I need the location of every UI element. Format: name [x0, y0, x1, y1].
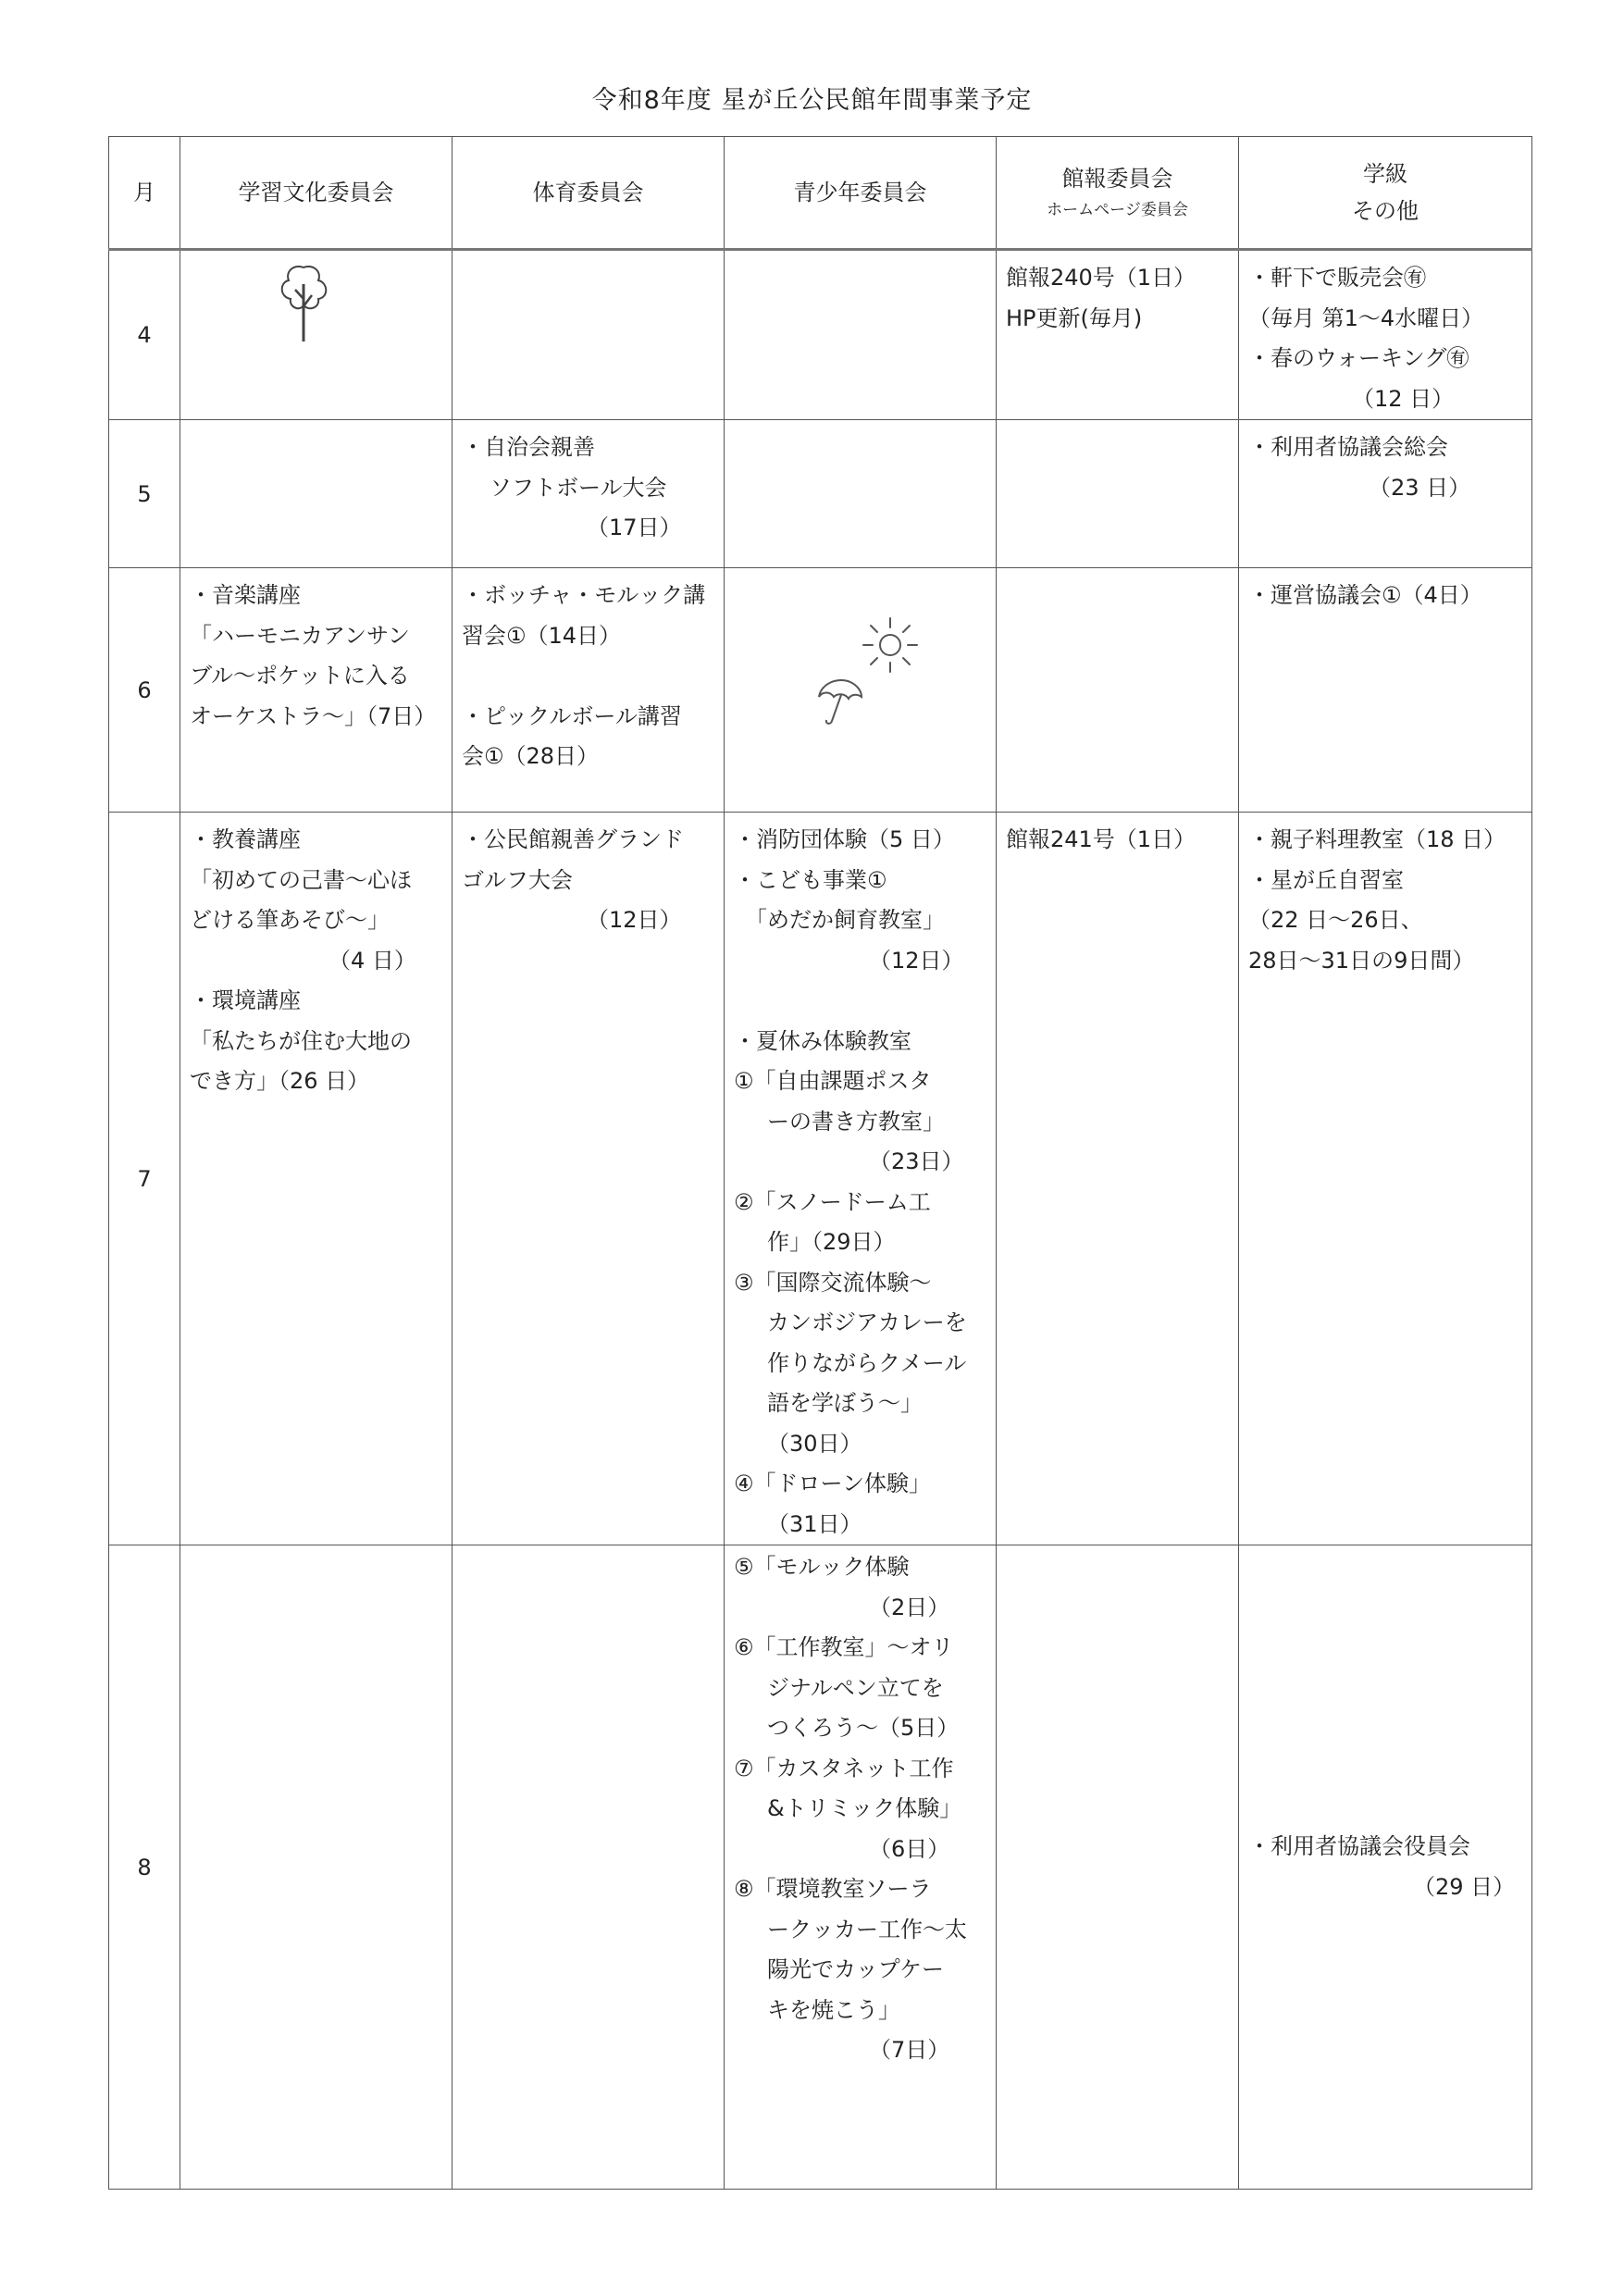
page-title: 令和8年度 星が丘公民館年間事業予定 — [591, 86, 1033, 115]
event-text: 作りながらクメール — [767, 1349, 967, 1376]
event-text: オーケストラ～」（7日） — [190, 702, 437, 729]
event-text — [462, 656, 714, 697]
header-taiiku — [452, 137, 725, 250]
event-text: ・春のウォーキング㊒ — [1248, 345, 1469, 371]
event-text: 館報241号（1日） — [1006, 826, 1196, 852]
cell-other — [1239, 250, 1532, 420]
cell-gakushu — [180, 1545, 452, 2190]
event-text: ・自治会親善 — [462, 434, 595, 460]
cell-taiiku — [452, 1545, 725, 2190]
event-text: 館報240号（1日） — [1006, 265, 1196, 291]
cell-gakushu — [180, 250, 452, 420]
header-row — [109, 137, 1532, 250]
header-taiiku-label: 体育委員会 — [532, 180, 644, 205]
event-text: （12日） — [587, 907, 682, 933]
event-text: ③「国際交流体験～ — [734, 1269, 932, 1296]
cell-seishonen — [725, 1545, 997, 2190]
event-text: ・軒下で販売会㊒ — [1248, 265, 1426, 291]
event-text: 会①（28日） — [462, 743, 600, 769]
row-june — [109, 568, 1532, 813]
month-label: 4 — [137, 322, 152, 348]
cell-kanpo — [997, 813, 1239, 1545]
event-text: ブル～ポケットに入る — [190, 663, 410, 689]
header-other-label: その他 — [1352, 198, 1419, 224]
event-text: ・消防団体験（5 日） — [734, 826, 955, 852]
cell-taiiku — [452, 420, 725, 568]
cell-other — [1239, 1545, 1532, 2190]
cell-seishonen — [725, 813, 997, 1545]
header-seishonen — [725, 137, 997, 250]
event-text: ゴルフ大会 — [462, 866, 573, 893]
row-august — [109, 1545, 1532, 2190]
month-cell — [109, 568, 180, 813]
month-cell — [109, 813, 180, 1545]
event-text: 「私たちが住む大地の — [190, 1027, 412, 1054]
cell-kanpo — [997, 420, 1239, 568]
month-label: 5 — [137, 480, 152, 507]
event-text: 陽光でカップケー — [767, 1956, 945, 1982]
month-cell — [109, 1545, 180, 2190]
event-text: （6日） — [869, 1835, 950, 1862]
event-text: （7日） — [869, 2037, 950, 2063]
event-text: ・こども事業① — [734, 866, 887, 893]
event-text: ・利用者協議会役員会 — [1248, 1833, 1470, 1859]
cell-gakushu — [180, 813, 452, 1545]
month-cell — [109, 250, 180, 420]
header-gakushu — [180, 137, 452, 250]
event-text: ・教養講座 — [190, 826, 301, 852]
event-text: ・音楽講座 — [190, 582, 301, 608]
event-text: 28日～31日の9日間） — [1248, 947, 1475, 974]
event-text: ・星が丘自習室 — [1248, 866, 1404, 893]
event-text: ソフトボール大会 — [490, 474, 667, 501]
event-text: （23 日） — [1369, 474, 1471, 501]
schedule-table — [108, 136, 1532, 2190]
event-text: 語を学ぼう～」 — [767, 1390, 923, 1416]
event-text: ジナルペン立てを — [767, 1674, 944, 1701]
header-month — [109, 137, 180, 250]
sun-icon — [858, 613, 923, 677]
event-text: ・運営協議会①（4日） — [1248, 582, 1482, 608]
header-gakkyu — [1239, 137, 1532, 250]
cell-taiiku — [452, 250, 725, 420]
cell-taiiku — [452, 568, 725, 813]
event-text: カンボジアカレーを — [767, 1309, 967, 1335]
cell-other — [1239, 420, 1532, 568]
header-seishonen-label: 青少年委員会 — [793, 180, 927, 205]
row-july — [109, 813, 1532, 1545]
event-text: （30日） — [767, 1430, 862, 1457]
event-text: ④「ドローン体験」 — [734, 1471, 932, 1496]
event-text: どける筆あそび～」 — [190, 907, 390, 933]
cell-gakushu — [180, 568, 452, 813]
event-text: ーの書き方教室」 — [767, 1108, 945, 1135]
cell-taiiku — [452, 813, 725, 1545]
event-text: 「めだか飼育教室」 — [745, 907, 945, 933]
event-text: ②「スノードーム工 — [734, 1188, 931, 1215]
umbrella-icon — [813, 675, 865, 730]
event-text: HP更新(毎月) — [1006, 304, 1143, 331]
event-text: （4 日） — [329, 947, 416, 974]
header-gakkyu-label: 学級 — [1363, 161, 1407, 187]
event-text: ⑥「工作教室」～オリ — [734, 1634, 954, 1660]
event-text: ・親子料理教室（18 日） — [1248, 826, 1506, 852]
event-text: （12 日） — [1352, 385, 1455, 412]
cell-seishonen — [725, 420, 997, 568]
event-text: （12日） — [869, 947, 964, 974]
row-may — [109, 420, 1532, 568]
event-text: （31日） — [767, 1510, 862, 1537]
event-text: ・公民館親善グランド — [462, 826, 684, 852]
cell-other — [1239, 568, 1532, 813]
event-text: 「初めての己書～心ほ — [190, 866, 412, 893]
event-text: ークッカー工作～太 — [767, 1916, 967, 1942]
month-label: 7 — [137, 1165, 152, 1192]
cell-seishonen — [725, 250, 997, 420]
cell-seishonen — [725, 568, 997, 813]
event-text: （23日） — [869, 1148, 964, 1174]
event-text: つくろう～（5日） — [767, 1715, 960, 1741]
header-gakushu-label: 学習文化委員会 — [238, 180, 394, 205]
header-kanpo-label: 館報委員会 — [1061, 166, 1173, 192]
event-text: ⑦「カスタネット工作 — [734, 1755, 954, 1781]
event-text: ・ボッチャ・モルック講 — [462, 582, 706, 608]
event-text: ・利用者協議会総会 — [1248, 434, 1448, 460]
header-month-label: 月 — [133, 180, 155, 205]
cell-kanpo — [997, 1545, 1239, 2190]
event-text: &トリミック体験」 — [767, 1795, 962, 1821]
event-text: ⑧「環境教室ソーラ — [734, 1876, 932, 1902]
cell-kanpo — [997, 250, 1239, 420]
event-text: キを焼こう」 — [767, 1996, 900, 2023]
event-text: でき方」（26 日） — [190, 1068, 370, 1094]
spacer — [734, 981, 986, 1022]
cell-other — [1239, 813, 1532, 1545]
cell-kanpo — [997, 568, 1239, 813]
event-text: 習会①（14日） — [462, 622, 622, 649]
event-text: ①「自由課題ポスタ — [734, 1068, 932, 1094]
month-label: 6 — [137, 676, 152, 703]
tree-icon — [276, 262, 331, 345]
cell-gakushu — [180, 420, 452, 568]
event-text: （29 日） — [1413, 1873, 1516, 1900]
event-text: （22 日～26日、 — [1248, 907, 1423, 933]
header-kanpo-sublabel: ホームページ委員会 — [1047, 201, 1188, 219]
month-cell — [109, 420, 180, 568]
event-text: 「ハーモニカアンサン — [190, 622, 410, 649]
event-text: ・ピックルボール講習 — [462, 702, 682, 729]
header-kanpo — [997, 137, 1239, 250]
event-text: （17日） — [587, 515, 682, 540]
row-april — [109, 250, 1532, 420]
event-text: （2日） — [869, 1594, 950, 1620]
event-text: ・夏休み体験教室 — [734, 1027, 911, 1054]
event-text: （毎月 第1～4水曜日） — [1248, 304, 1484, 331]
month-label: 8 — [137, 1854, 152, 1880]
event-text: 作」（29日） — [767, 1229, 896, 1255]
event-text: ⑤「モルック体験 — [734, 1554, 910, 1580]
event-text: ・環境講座 — [190, 987, 301, 1013]
